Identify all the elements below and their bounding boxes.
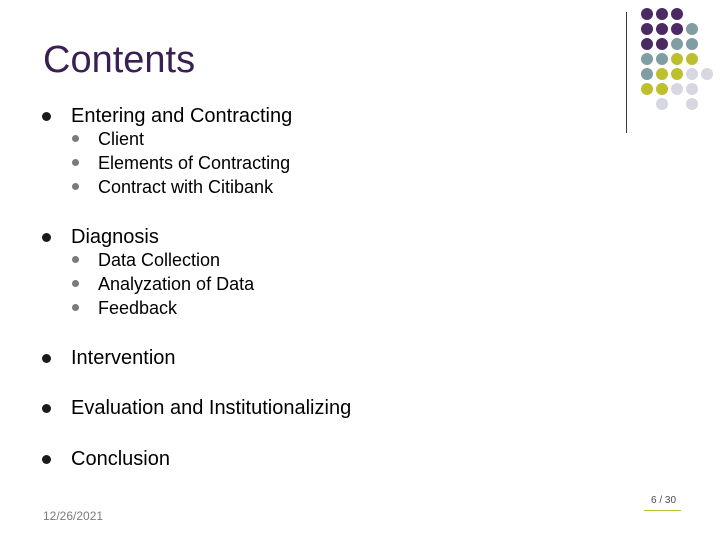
sub-list-item: Feedback — [98, 298, 178, 318]
decor-dot — [641, 68, 653, 80]
decor-dot — [656, 53, 668, 65]
decor-dot — [656, 68, 668, 80]
bullet-icon — [42, 112, 51, 121]
decor-dot — [641, 38, 653, 50]
decor-dot — [671, 23, 683, 35]
page-number-underline — [644, 510, 681, 511]
bullet-icon — [42, 404, 51, 413]
decor-dot — [641, 83, 653, 95]
decor-dot — [656, 38, 668, 50]
decor-dot — [656, 23, 668, 35]
sub-bullet-icon — [72, 304, 79, 311]
decor-dot — [686, 53, 698, 65]
decor-dot — [671, 53, 683, 65]
decor-dot — [656, 98, 668, 110]
sub-list-item: Contract with Citibank — [98, 177, 274, 197]
sub-bullet-icon — [72, 135, 79, 142]
list-item: Evaluation and Institutionalizing — [71, 397, 352, 419]
decor-dot — [701, 68, 713, 80]
decor-dot — [641, 53, 653, 65]
list-item: Intervention — [71, 347, 176, 369]
sub-bullet-icon — [72, 183, 79, 190]
decor-dot — [671, 8, 683, 20]
sub-bullet-icon — [72, 280, 79, 287]
decor-dot — [686, 98, 698, 110]
decor-dot — [686, 68, 698, 80]
decor-dot — [641, 23, 653, 35]
decor-dot — [671, 38, 683, 50]
sub-bullet-icon — [72, 256, 79, 263]
bullet-icon — [42, 233, 51, 242]
decor-dot — [641, 8, 653, 20]
decor-dot — [656, 8, 668, 20]
sub-bullet-icon — [72, 159, 79, 166]
decor-dot — [686, 23, 698, 35]
list-item: Diagnosis — [71, 226, 159, 248]
bullet-icon — [42, 455, 51, 464]
sub-list-item: Data Collection — [98, 250, 221, 270]
page-number: 6 / 30 — [651, 495, 677, 506]
list-item: Conclusion — [71, 448, 170, 470]
sub-list-item: Elements of Contracting — [98, 153, 291, 173]
bullet-icon — [42, 354, 51, 363]
slide-title: Contents — [43, 39, 196, 81]
decor-dot — [686, 38, 698, 50]
decor-dot — [686, 83, 698, 95]
decor-dot — [671, 83, 683, 95]
sub-list-item: Client — [98, 129, 145, 149]
slide-date: 12/26/2021 — [43, 509, 104, 523]
title-divider-line — [626, 12, 627, 133]
sub-list-item: Analyzation of Data — [98, 274, 255, 294]
decor-dot — [656, 83, 668, 95]
decor-dot — [671, 68, 683, 80]
list-item: Entering and Contracting — [71, 105, 293, 127]
